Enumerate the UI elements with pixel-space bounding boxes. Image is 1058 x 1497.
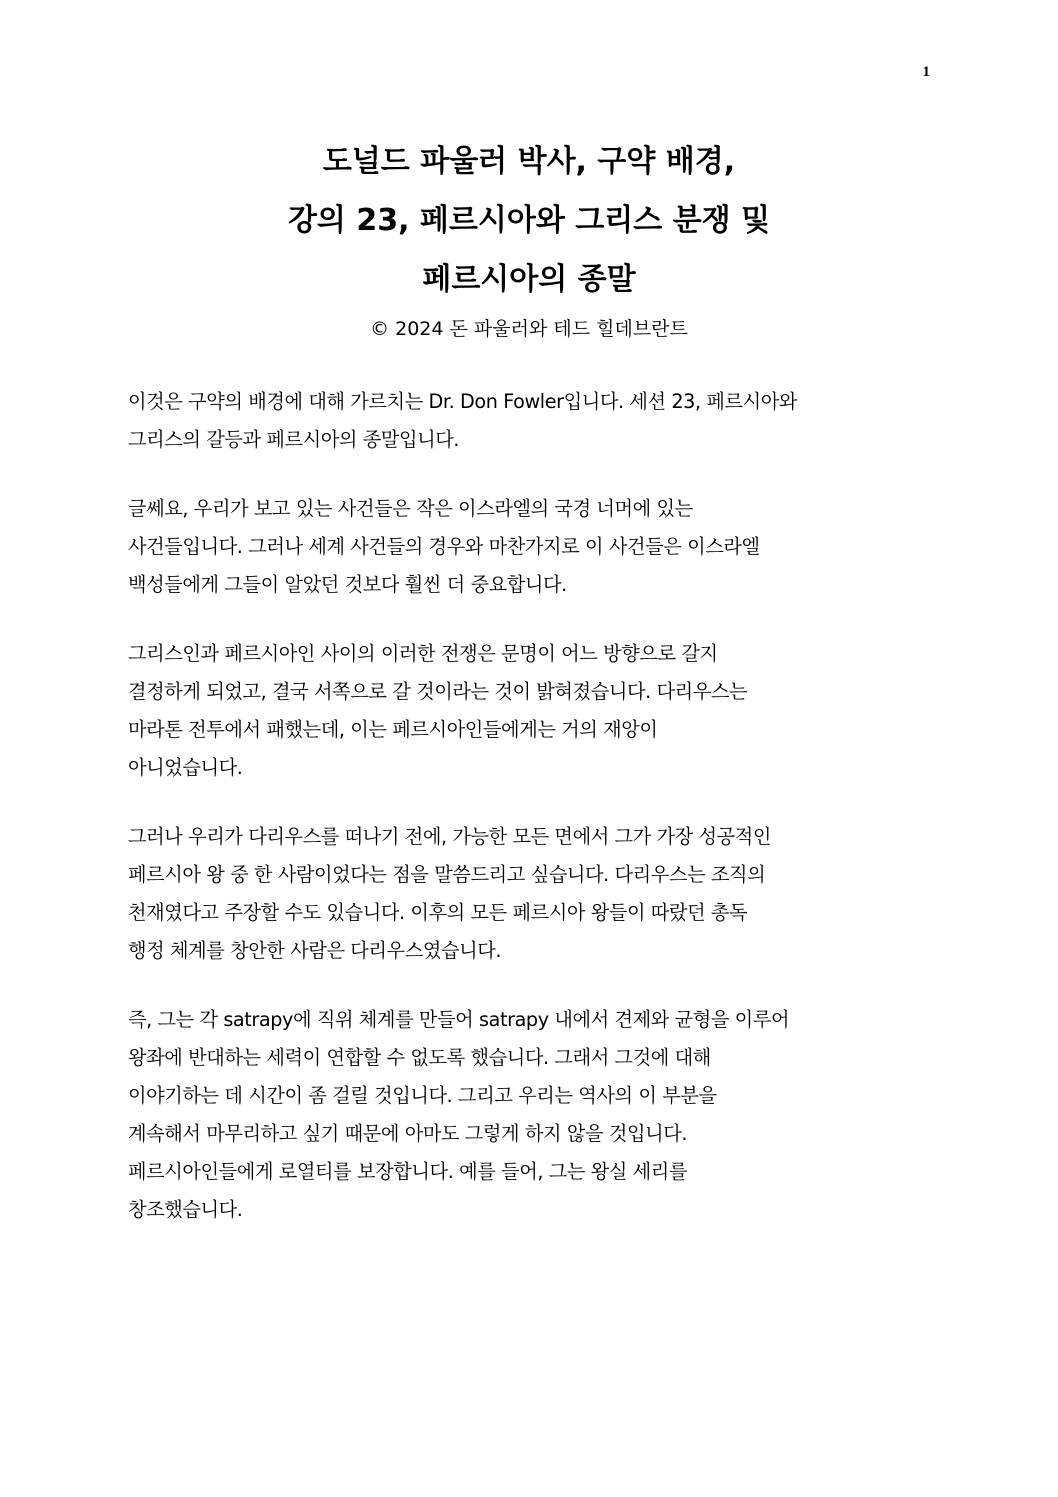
text-line: 계속해서 마무리하고 싶기 때문에 아마도 그렇게 하지 않을 것입니다.: [128, 1122, 688, 1145]
title-line: 강의 23, 페르시아와 그리스 분쟁 및: [287, 203, 771, 238]
paragraph: [128, 818, 934, 970]
text-line: 그리스의 갈등과 페르시아의 종말입니다.: [128, 428, 460, 451]
text-line: 이야기하는 데 시간이 좀 걸릴 것입니다. 그리고 우리는 역사의 이 부분을: [128, 1084, 717, 1107]
paragraph: [128, 383, 934, 459]
text-line: 즉, 그는 각 satrapy에 직위 체계를 만들어 satrapy 내에서 견제와 균형을 이루어: [128, 1008, 790, 1031]
text-line: 결정하게 되었고, 결국 서쪽으로 갈 것이라는 것이 밝혀졌습니다. 다리우스는: [128, 680, 748, 703]
paragraph: [128, 1001, 934, 1229]
copyright-notice: © 2024 돈 파울러와 테드 힐데브란트: [370, 318, 688, 340]
text-line: 마라톤 전투에서 패했는데, 이는 페르시아인들에게는 거의 재앙이: [128, 718, 658, 741]
text-line: 행정 체계를 창안한 사람은 다리우스였습니다.: [128, 939, 502, 962]
title-block: [0, 132, 1058, 345]
paragraph: [128, 635, 934, 787]
text-line: 왕좌에 반대하는 세력이 연합할 수 없도록 했습니다. 그래서 그것에 대해: [128, 1046, 711, 1069]
text-line: 페르시아인들에게 로열티를 보장합니다. 예를 들어, 그는 왕실 세리를: [128, 1160, 688, 1183]
text-line: 그리스인과 페르시아인 사이의 이러한 전쟁은 문명이 어느 방향으로 갈지: [128, 642, 718, 665]
text-line: 창조했습니다.: [128, 1198, 243, 1221]
text-line: 아니었습니다.: [128, 756, 243, 779]
text-line: 그러나 우리가 다리우스를 떠나기 전에, 가능한 모든 면에서 그가 가장 성공적인: [128, 825, 772, 848]
title-line: 페르시아의 종말: [422, 262, 636, 297]
page-number: 1: [922, 64, 930, 80]
text-line: 글쎄요, 우리가 보고 있는 사건들은 작은 이스라엘의 국경 너머에 있는: [128, 497, 693, 520]
text-line: 이것은 구약의 배경에 대해 가르치는 Dr. Don Fowler입니다. 세션 23, 페르시아와: [128, 390, 798, 413]
title-line: 도널드 파울러 박사, 구약 배경,: [322, 144, 736, 179]
paragraph: [128, 490, 934, 604]
text-line: 백성들에게 그들이 알았던 것보다 훨씬 더 중요합니다.: [128, 573, 567, 596]
document-body: [128, 383, 934, 1260]
text-line: 사건들입니다. 그러나 세계 사건들의 경우와 마찬가지로 이 사건들은 이스라엘: [128, 535, 760, 558]
text-line: 페르시아 왕 중 한 사람이었다는 점을 말씀드리고 싶습니다. 다리우스는 조직의: [128, 863, 766, 886]
text-line: 천재였다고 주장할 수도 있습니다. 이후의 모든 페르시아 왕들이 따랐던 총독: [128, 901, 748, 924]
